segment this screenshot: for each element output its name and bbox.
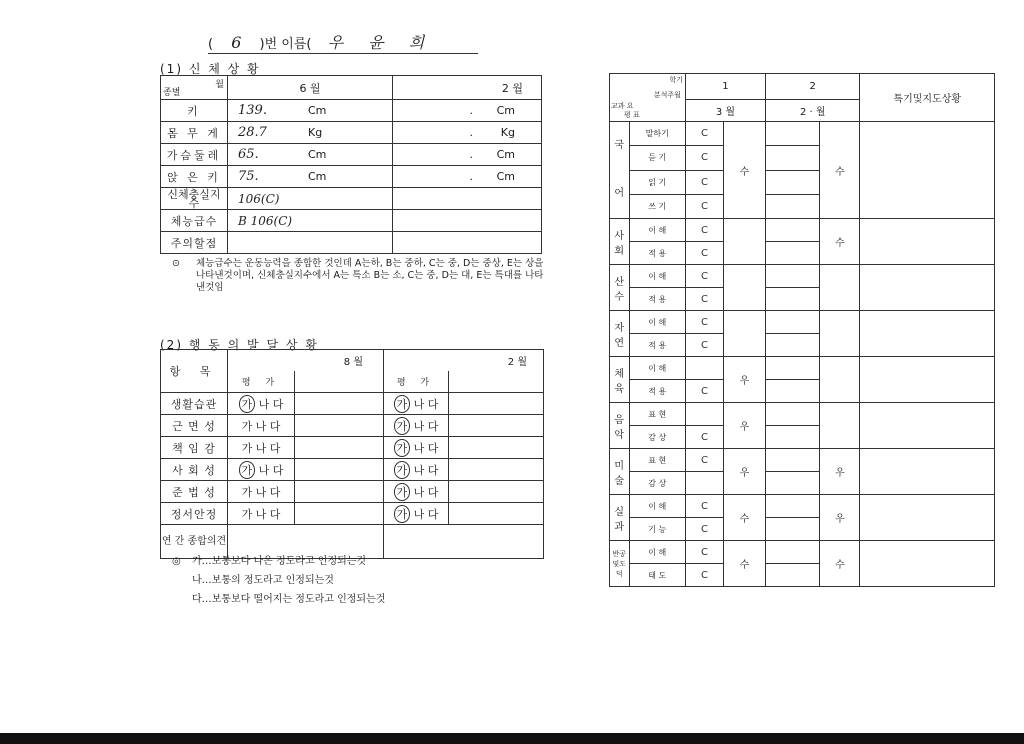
corner-diagonal-cell: 학기 분석주월 교과 요 평 표: [610, 74, 686, 122]
month1-header: 3 월: [685, 100, 765, 122]
grade-2: 가 나 다: [384, 437, 449, 459]
header-suffix: )번 이름(: [259, 37, 312, 52]
sub-item: 이 해: [629, 265, 685, 288]
subject-name: 자연: [610, 311, 630, 357]
remarks-cell: [860, 449, 995, 495]
legend-item: [172, 552, 385, 571]
dot-2: .: [393, 144, 474, 166]
grade-2: 가 나 다: [384, 503, 449, 525]
value-2: [393, 232, 542, 254]
check-mark: C: [685, 265, 723, 288]
value-2: [393, 188, 542, 210]
corner-cell: 월 종별: [161, 76, 228, 100]
blank: [766, 518, 820, 541]
check-mark: C: [685, 311, 723, 334]
grade-mark-2: 수: [820, 122, 860, 219]
blank: [766, 403, 820, 426]
legend-mark: ◎: [172, 556, 181, 567]
grade-mark-1: 수: [723, 495, 765, 541]
grade-circle: 가: [394, 439, 411, 457]
legend-text: 가…보통보다 나은 정도라고 인정되는것: [192, 556, 367, 567]
check-mark: C: [685, 426, 723, 449]
row-label: 앉 은 키: [161, 166, 228, 188]
blank: [766, 357, 820, 380]
blank: [295, 371, 384, 393]
blank: [766, 449, 820, 472]
sub-item: 태 도: [629, 564, 685, 587]
sub-item: 이 해: [629, 495, 685, 518]
sub-item: 듣 기: [629, 146, 685, 170]
blank: [449, 503, 544, 525]
remarks-cell: [860, 357, 995, 403]
value-1: 28.7: [228, 122, 309, 144]
check-mark: C: [685, 449, 723, 472]
grade-1: 가 나 다: [228, 437, 295, 459]
behavior-table: [160, 349, 544, 559]
check-mark: C: [685, 334, 723, 357]
remarks-header: 특기및지도상황: [860, 74, 995, 122]
month2-header: 2 월: [384, 350, 544, 372]
subject-name: 음악: [610, 403, 630, 449]
student-name: 우 윤 희: [327, 33, 435, 52]
blank: [766, 426, 820, 449]
row-label: 체능급수: [161, 210, 228, 232]
grade-mark-2: 수: [820, 541, 860, 587]
table-row: [161, 437, 544, 459]
check-mark: C: [685, 170, 723, 194]
row-label: 몸 무 게: [161, 122, 228, 144]
note-text: 체능급수는 운동능력을 종합한 것인데 A는하, B는 중하, C는 중, D는 중상, E는 상을나타낸것이며, 신체충실지수에서 A는 특소 B는 소, C는 중, D는 대, E는 특대를 나타낸것임: [196, 258, 544, 293]
blank: [295, 393, 384, 415]
sub-item: 이 해: [629, 541, 685, 564]
table-row: [161, 415, 544, 437]
remarks-cell: [860, 219, 995, 265]
value-1: 75.: [228, 166, 309, 188]
grade-2: 가 나 다: [384, 459, 449, 481]
section1-title: (1) 신 체 상 황: [160, 62, 261, 76]
grade-2: 가 나 다: [384, 393, 449, 415]
row-label: 가슴둘레: [161, 144, 228, 166]
term2-header: 2: [766, 74, 860, 100]
grade-mark-1: 우: [723, 449, 765, 495]
grade-mark-1: 수: [723, 541, 765, 587]
grade-mark-1: [723, 219, 765, 265]
check-mark: C: [685, 194, 723, 218]
blank: [766, 146, 820, 170]
blank: [766, 242, 820, 265]
grade-mark-2: 우: [820, 449, 860, 495]
physical-table: [160, 75, 542, 254]
row-label: 근 면 성: [161, 415, 228, 437]
check-mark: C: [685, 122, 723, 146]
check-mark: C: [685, 219, 723, 242]
blank: [295, 503, 384, 525]
scan-bottom-edge: [0, 733, 1024, 744]
value-2: [393, 210, 542, 232]
dot-2: .: [393, 100, 474, 122]
sub-item: 감 상: [629, 472, 685, 495]
grade-circle: 가: [394, 461, 411, 479]
row-label: 책 임 감: [161, 437, 228, 459]
unit-2: Cm: [473, 166, 542, 188]
value-1: 65.: [228, 144, 309, 166]
subject-name: 산수: [610, 265, 630, 311]
row-label: 키: [161, 100, 228, 122]
section2-title: (2) 행 동 의 발 달 상 황: [160, 338, 319, 352]
grade-circle: 가: [394, 417, 411, 435]
sub-item: 쓰 기: [629, 194, 685, 218]
remarks-cell: [860, 122, 995, 219]
table-row: [161, 481, 544, 503]
value-1: B 106(C): [228, 210, 393, 232]
remarks-cell: [860, 541, 995, 587]
blank: [295, 481, 384, 503]
grade-circle: 가: [239, 395, 256, 413]
blank: [449, 437, 544, 459]
blank: [766, 495, 820, 518]
unit-2: Cm: [473, 100, 542, 122]
value-1: 139.: [228, 100, 309, 122]
check-mark: C: [685, 518, 723, 541]
unit-2: Cm: [473, 144, 542, 166]
grade-1: 가 나 다: [228, 415, 295, 437]
sub-item: 읽 기: [629, 170, 685, 194]
grade-circle: 가: [239, 461, 256, 479]
check-mark: C: [685, 288, 723, 311]
table-row: [161, 503, 544, 525]
note-mark: ⊙: [172, 258, 180, 269]
blank: [766, 122, 820, 146]
grade-circle: 가: [394, 395, 411, 413]
row-label: 신체충실지 수: [161, 188, 228, 210]
value-1: 106(C): [228, 188, 393, 210]
grade-mark-1: [723, 311, 765, 357]
remarks-cell: [860, 403, 995, 449]
grade-2: 가 나 다: [384, 481, 449, 503]
check-mark: C: [685, 564, 723, 587]
grade-legend: [172, 552, 385, 609]
item-header: 항 목: [161, 350, 228, 393]
row-label: 주의할점: [161, 232, 228, 254]
sub-item: 적 용: [629, 242, 685, 265]
subject-table: [609, 73, 995, 587]
legend-item: [172, 590, 385, 609]
sub-item: 이 해: [629, 311, 685, 334]
check-mark: C: [685, 495, 723, 518]
row-label: 준 법 성: [161, 481, 228, 503]
student-number: 6: [231, 33, 242, 52]
summary-label: 연 간 종합의견: [161, 525, 228, 559]
blank: [295, 437, 384, 459]
blank: [766, 564, 820, 587]
grade-mark-2: 수: [820, 219, 860, 265]
grade-mark-2: [820, 311, 860, 357]
blank: [449, 459, 544, 481]
sub-item: 적 용: [629, 380, 685, 403]
legend-text: 나…보통의 정도라고 인정되는것: [192, 575, 334, 586]
grade-mark-1: 우: [723, 357, 765, 403]
row-label: 정서안정: [161, 503, 228, 525]
subject-name: 사회: [610, 219, 630, 265]
grade-2: 가 나 다: [384, 415, 449, 437]
term1-header: 1: [685, 74, 765, 100]
blank: [766, 170, 820, 194]
sub-item: 이 해: [629, 357, 685, 380]
blank: [449, 371, 544, 393]
check-mark: C: [685, 380, 723, 403]
sub-item: 적 용: [629, 288, 685, 311]
blank: [766, 311, 820, 334]
sub-item: 이 해: [629, 219, 685, 242]
section1-note: [172, 258, 544, 294]
blank: [766, 288, 820, 311]
eval-header-2: 평 가: [384, 371, 449, 393]
blank: [766, 472, 820, 495]
dot-2: .: [393, 166, 474, 188]
blank: [449, 415, 544, 437]
row-label: 생활습관: [161, 393, 228, 415]
subject-name: 국 어: [610, 122, 630, 219]
row-label: 사 회 성: [161, 459, 228, 481]
sub-item: 표 현: [629, 449, 685, 472]
grade-mark-2: [820, 265, 860, 311]
remarks-cell: [860, 311, 995, 357]
grade-mark-1: [723, 265, 765, 311]
sub-item: 표 현: [629, 403, 685, 426]
grade-mark-1: 수: [723, 122, 765, 219]
blank: [295, 415, 384, 437]
value-1: [228, 232, 393, 254]
grade-mark-1: 우: [723, 403, 765, 449]
subject-name: 실과: [610, 495, 630, 541]
table-row: [161, 393, 544, 415]
sub-item: 기 능: [629, 518, 685, 541]
unit-1: Cm: [308, 144, 393, 166]
sub-item: 말하기: [629, 122, 685, 146]
month1-header: 8 월: [228, 350, 384, 372]
legend-text: 다…보통보다 떨어지는 정도라고 인정되는것: [192, 594, 386, 605]
blank: [766, 380, 820, 403]
blank: [766, 541, 820, 564]
month2-header: 2 월: [393, 76, 542, 100]
unit-1: Kg: [308, 122, 393, 144]
blank: [766, 265, 820, 288]
blank: [766, 334, 820, 357]
check-mark: C: [685, 242, 723, 265]
student-header: [208, 30, 478, 54]
subject-name: 반공및도덕: [610, 541, 630, 587]
month1-header: 6 월: [228, 76, 393, 100]
table-row: [161, 459, 544, 481]
summary-2: [384, 525, 544, 559]
remarks-cell: [860, 265, 995, 311]
blank: [449, 393, 544, 415]
eval-header-1: 평 가: [228, 371, 295, 393]
dot-2: .: [393, 122, 474, 144]
grade-1: 가 나 다: [228, 503, 295, 525]
subject-name: 체육: [610, 357, 630, 403]
header-prefix: (: [208, 37, 214, 52]
blank: [766, 194, 820, 218]
grade-1: 가 나 다: [228, 481, 295, 503]
check-mark: C: [685, 541, 723, 564]
remarks-cell: [860, 495, 995, 541]
unit-1: Cm: [308, 100, 393, 122]
subject-name: 미술: [610, 449, 630, 495]
unit-1: Cm: [308, 166, 393, 188]
grade-mark-2: 우: [820, 495, 860, 541]
blank: [685, 403, 723, 426]
blank: [766, 219, 820, 242]
check-mark: C: [685, 146, 723, 170]
sub-item: 감 상: [629, 426, 685, 449]
grade-circle: 가: [394, 505, 411, 523]
sub-item: 적 용: [629, 334, 685, 357]
grade-circle: 가: [394, 483, 411, 501]
unit-2: Kg: [473, 122, 542, 144]
blank: [295, 459, 384, 481]
grade-mark-2: [820, 357, 860, 403]
blank: [685, 472, 723, 495]
blank: [685, 357, 723, 380]
month2-header: 2 · 월: [766, 100, 860, 122]
legend-item: [172, 571, 385, 590]
grade-mark-2: [820, 403, 860, 449]
blank: [449, 481, 544, 503]
grade-1: 가 나 다: [228, 459, 295, 481]
grade-1: 가 나 다: [228, 393, 295, 415]
